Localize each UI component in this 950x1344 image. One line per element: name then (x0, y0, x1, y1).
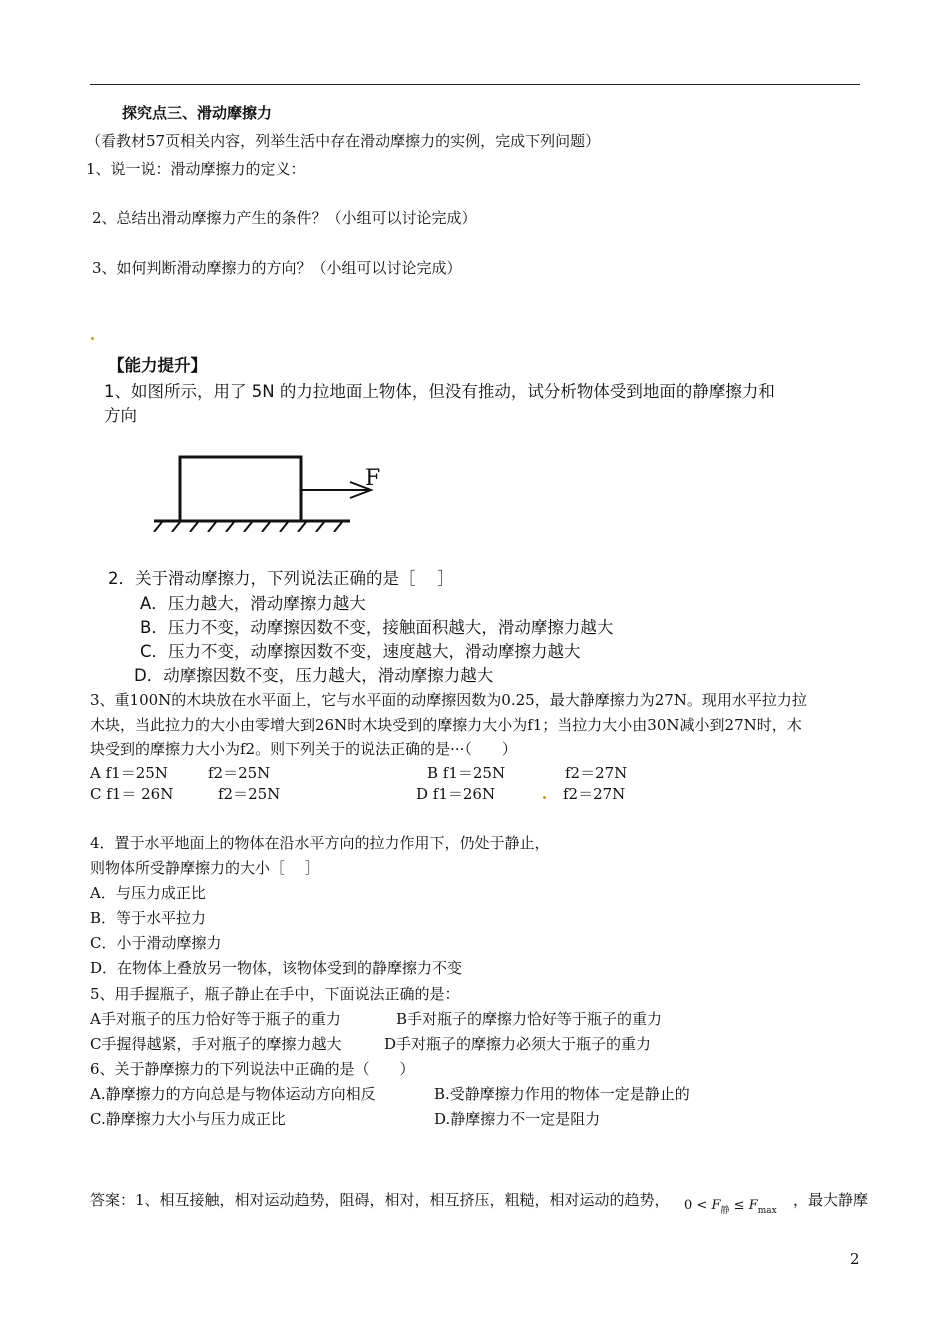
problem-3-option-c-f2: f2＝25N (218, 785, 281, 803)
answer-formula (684, 1196, 777, 1217)
page-number: 2 (850, 1250, 860, 1268)
speck (543, 796, 546, 799)
problem-3-option-c-f1: C f1＝ 26N (90, 785, 174, 803)
problem-4-option-a: A．与压力成正比 (90, 884, 206, 902)
problem-5-stem: 5、用手握瓶子，瓶子静止在手中，下面说法正确的是： (90, 985, 460, 1003)
problem-1-line-1: 1、如图所示，用了 5N 的力拉地面上物体，但没有推动，试分析物体受到地面的静摩擦力和 (104, 382, 775, 401)
problem-5-option-d: D手对瓶子的摩擦力必须大于瓶子的重力 (384, 1035, 652, 1053)
problem-4-option-d: D．在物体上叠放另一物体，该物体受到的静摩擦力不变 (90, 959, 463, 977)
problem-2-option-d: D．动摩擦因数不变，压力越大，滑动摩擦力越大 (134, 666, 494, 685)
force-label: F (365, 466, 381, 491)
problem-2-option-a: A．压力越大，滑动摩擦力越大 (140, 594, 366, 613)
problem-4-line-1: 4．置于水平地面上的物体在沿水平方向的拉力作用下，仍处于静止， (90, 834, 550, 852)
problem-3-option-b-f1: B f1＝25N (427, 764, 506, 782)
problem-3-option-d-f2: f2＝27N (563, 785, 626, 803)
problem-6-option-a: A.静摩擦力的方向总是与物体运动方向相反 (90, 1085, 376, 1103)
problem-5-option-b: B手对瓶子的摩擦力恰好等于瓶子的重力 (396, 1010, 663, 1028)
problem-6-stem: 6、关于静摩擦力的下列说法中正确的是（ ） (90, 1060, 415, 1078)
formula-zero: 0 (684, 1198, 693, 1213)
problem-3-option-a-f1: A f1＝25N (90, 764, 168, 782)
block (180, 457, 301, 521)
formula-sub-static: 静 (720, 1206, 730, 1216)
problem-2-option-c: C．压力不变，动摩擦因数不变，速度越大，滑动摩擦力越大 (140, 642, 581, 661)
question-1: 1、说一说：滑动摩擦力的定义： (86, 160, 306, 178)
answer-text: 答案：1、相互接触，相对运动趋势，阻碍，相对，相互挤压，粗糙，相对运动的趋势， (90, 1191, 670, 1209)
header-rule (90, 84, 860, 85)
problem-4-line-2: 则物体所受静摩擦力的大小［ ］ (90, 859, 320, 877)
problem-6-option-c: C.静摩擦力大小与压力成正比 (90, 1110, 286, 1128)
problem-4-option-c: C．小于滑动摩擦力 (90, 934, 222, 952)
problem-3-line-3: 块受到的摩擦力大小为f2。则下列关于的说法正确的是···（ ） (90, 740, 517, 758)
ability-title: 【能力提升】 (108, 356, 207, 375)
problem-3-option-b-f2: f2＝27N (565, 764, 628, 782)
section-intro: （看教材57页相关内容，列举生活中存在滑动摩擦力的实例，完成下列问题） (86, 132, 601, 150)
problem-6-option-b: B.受静摩擦力作用的物体一定是静止的 (434, 1085, 690, 1103)
problem-3-option-d-f1: D f1＝26N (416, 785, 496, 803)
problem-6-option-d: D.静摩擦力不一定是阻力 (434, 1110, 601, 1128)
formula-le: ≤ (733, 1198, 745, 1213)
problem-3-line-2: 木块，当此拉力的大小由零增大到26N时木块受到的摩擦力大小为f1；当拉力大小由30N减小到27N时，木 (90, 716, 802, 734)
problem-5-option-c: C手握得越紧，手对瓶子的摩擦力越大 (90, 1035, 342, 1053)
force-diagram (150, 452, 390, 532)
speck (91, 337, 94, 340)
problem-5-option-a: A手对瓶子的压力恰好等于瓶子的重力 (90, 1010, 341, 1028)
formula-lt: < (696, 1198, 708, 1213)
problem-3-option-a-f2: f2＝25N (208, 764, 271, 782)
answer-tail: ，最大静摩 (793, 1191, 869, 1209)
section-title: 探究点三、滑动摩擦力 (122, 104, 273, 122)
formula-f-static: F (711, 1198, 721, 1213)
problem-2-stem: 2．关于滑动摩擦力，下列说法正确的是［ ］ (108, 569, 454, 588)
problem-1-line-2: 方向 (104, 406, 137, 425)
problem-4-option-b: B．等于水平拉力 (90, 909, 207, 927)
problem-2-option-b: B．压力不变，动摩擦因数不变，接触面积越大，滑动摩擦力越大 (140, 618, 614, 637)
question-2: 2、总结出滑动摩擦力产生的条件？（小组可以讨论完成） (92, 209, 477, 227)
formula-sub-max: max (757, 1206, 777, 1216)
ground-hatching (154, 522, 342, 532)
question-3: 3、如何判断滑动摩擦力的方向？（小组可以讨论完成） (92, 259, 462, 277)
formula-f-max: F (748, 1198, 758, 1213)
problem-3-line-1: 3、重100N的木块放在水平面上，它与水平面的动摩擦因数为0.25，最大静摩擦力为27N。现用水平拉力拉 (90, 691, 807, 709)
